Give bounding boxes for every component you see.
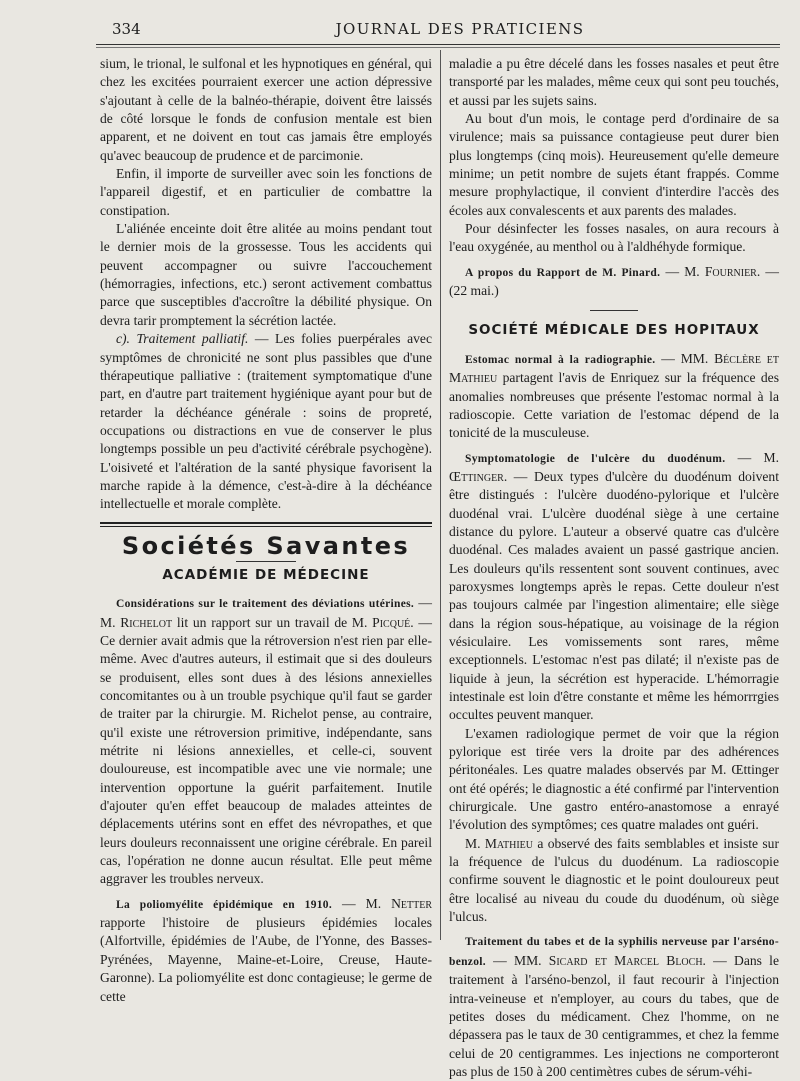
article-estomac: Estomac normal à la radiographie. — MM. Béclère et Mathieu partagent l'avis de Enriquez sur la fréquence des anomalies nombreuses que présente l'estomac normal à la radioscopie. Cette variation de l'estomac dépend de la tonicité de la musculeuse. bbox=[449, 350, 779, 441]
right-column bbox=[449, 55, 780, 1079]
paragraph-radiology: L'examen radiologique permet de voir que la région pylorique est tirée vers la droite par des adhérences péritonéales. Les quatre malades observés par M. Œttinger ont été opérés; le diagnostic a été confirmé par l'intervention chirurgicale. Une gastro entéro-anastomose a enrayé l'évolution des symptômes; ces quatre malades ont guéri. bbox=[449, 725, 779, 833]
paragraph-mathieu: M. Mathieu a observé des faits semblables et insiste sur la fréquence de l'ulcus du duodénum. La radioscopie confirme souvent le diagnostic et le point douloureux peut être localisé au niveau du coude du duodénum, où siège l'ulcus. bbox=[449, 835, 779, 925]
paragraph-disinfection: Pour désinfecter les fosses nasales, on aura recours à l'eau oxygénée, au menthol ou à l'aldhéhyde formique. bbox=[449, 221, 779, 255]
palliative-text: — Les folies puerpérales avec symptômes de chronicité ne sont plus passibles que d'une thérapeutique palliative : (traitement symptomatique d'une part, en d'autre part traitement hygiénique ayant pour but de retarder la déchéance générale : soins de propreté, occupations ou distractions en vue de conserver le plus longtemps possible un peu d'activité cérébrale psychogène). L'oisiveté et l'altération de la santé physique favorisent la marche rapide à la démence, c'est-à-dire à la déchéance intellectuelle et morale complète. bbox=[100, 331, 432, 512]
header-rule-secondary bbox=[96, 47, 780, 48]
academy-title: ACADÉMIE DE MÉDECINE bbox=[162, 566, 370, 583]
left-column bbox=[100, 55, 432, 1045]
paragraph-digestive: Enfin, il importe de surveiller avec soin les fonctions de l'appareil digestif, et en particulier de combattre la constipation. bbox=[100, 166, 432, 218]
author-picque: Picqué bbox=[372, 614, 411, 630]
article-ulcere: Symptomatologie de l'ulcère du duodénum. — M. Œttinger. — Deux types d'ulcère du duodénum doivent être distingués : l'ulcère duodéno-pylorique et l'ulcère duodénal vrai. L'ulcère duodénal siège à une certaine distance du pylore. L'auteur a observé quatre cas d'ulcère duodénal. Ces malades avaient un passé gastrique ancien. Les douleurs qu'ils ressentent sont souvent continues, avec paroxysmes longtemps après le repas. Cette douleur n'est pas toujours calmée par l'ingestion alimentaire; elle siège dans la région sous-hépatique, au voisinage de la région vésiculaire. Les vomissements sont rares, même exceptionnels. L'estomac n'est pas dilaté; il n'existe pas de liquide à jeun, la sécrétion est hyperacide. L'hémorragie intestinale est loin d'être constante et même les hémorrrgies occultes peuvent manquer. bbox=[449, 449, 779, 723]
author-netter: Netter bbox=[391, 895, 432, 911]
authors-sicard-bloch: Sicard et Marcel Bloch bbox=[548, 952, 703, 968]
section-separator bbox=[590, 310, 638, 311]
article-tabes: Traitement du tabes et de la syphilis nerveuse par l'arséno-benzol. — MM. Sicard et Marcel Bloch. — Dans le traitement à l'arséno-benzol, il faut recourir à l'injection intra-veineuse et n'employer, au cours du tabes, que de petites doses du médicament. Chez l'homme, on ne dépassera pas le taux de 30 centigrammes, et chez la femme celui de 20 centigrammes. Les injections ne comporteront pas plus de 150 à 200 centimètres cubes de sérum-véhi- bbox=[449, 936, 779, 1079]
article-pinard-heading: A propos du Rapport de M. Pinard. bbox=[465, 266, 661, 279]
paragraph-pregnancy: L'aliénée enceinte doit être alitée au moins pendant tout le dernier mois de la grossesse. Tous les accidents qui peuvent accompagner ou suivre l'accouchement (hémorragies, infections, etc.) seront activement combattus parce que susceptibles d'accroître la débilité physique. On devra tarir promptement la sécrétion lactée. bbox=[100, 221, 432, 328]
author-richelot: Richelot bbox=[120, 614, 173, 630]
article-poliomyelite: La poliomyélite épidémique en 1910. — M. Netter rapporte l'histoire de plusieurs épidémies locales (Alfortville, épidémies de l'Aube, de l'Yonne, des Basses-Pyrénées, Mayenne, Maine-et-Loire, Creuse, Haute-Garonne). La poliomyélite est donc contagieuse; le germe de cette bbox=[100, 895, 432, 1004]
society-title: SOCIÉTÉ MÉDICALE DES HOPITAUX bbox=[468, 322, 760, 339]
paragraph-palliative bbox=[100, 330, 432, 513]
authors-beclere-mathieu: Béclère et Mathieu bbox=[449, 350, 779, 386]
article-estomac-heading: Estomac normal à la radiographie. bbox=[465, 353, 656, 366]
article-deviations: Considérations sur le traitement des déviations utérines. — M. Richelot lit un rapport sur un travail de M. Picqué. — Ce dernier avait admis que la rétroversion n'est rien par elle-même. Avec d'autres auteurs, il estimait que si des douleurs se produisent, elles sont dues à des lésions annexielles concomitantes ou à un trouble psychique qu'il faut se garder de traiter par la chirurgie. M. Richelot pense, au contraire, qu'il existe une rétroversion primitive, indépendante, sans métrite ni lésions annexielles, et celle-ci, souvent douloureuse, est incompatible avec une vie normale; une intervention opportune la guérit parfaitement. Inutile d'ajouter qu'en effet beaucoup de malades atteintes de déplacements utérins sont en effet des névropathes, et que leurs douleurs reconnaissent une origine cérébrale. En pareil cas, l'opération ne donne aucun résultat. Elle peut même aggraver les troubles nerveux. bbox=[100, 595, 433, 887]
section-title-societes: Sociétés Savantes bbox=[121, 531, 411, 560]
article-deviations-heading: Considérations sur le traitement des déviations utérines. bbox=[116, 598, 415, 611]
page-number: 334 bbox=[112, 20, 141, 38]
paragraph-hypnotics: sium, le trional, le sulfonal et les hypnotiques en général, qui chez les excitées pourraient exercer une action dépressive s'ajoutant à celle de la balnéo-thérapie, doivent être laissés de côté lorsque le fonds de confusion mentale est bien apparent, et ne doivent en tout cas jamais être employés qu'avec beaucoup de prudence et de parcimonie. bbox=[100, 56, 432, 163]
title-underline bbox=[236, 561, 296, 562]
article-tabes-heading: Traitement du tabes et de la syphilis nerveuse par l'arséno-benzol. bbox=[449, 936, 779, 968]
running-title: JOURNAL DES PRATICIENS bbox=[335, 20, 585, 38]
article-ulcere-heading: Symptomatologie de l'ulcère du duodénum. bbox=[465, 452, 726, 465]
paragraph-virulence: Au bout d'un mois, le contage perd d'ordinaire de sa virulence; mais sa puissance contagieuse peut durer bien plus longtemps (cinq mois). Heureusement qu'elle demeure minime; un petit nombre de sujets étant frappés. Comme mesure prophylactique, il convient d'interdire l'accès des écoles aux convalescents et aux parents des malades. bbox=[449, 111, 779, 218]
palliative-label: c). Traitement palliatif. bbox=[116, 331, 249, 347]
article-poliomyelite-heading: La poliomyélite épidémique en 1910. bbox=[116, 898, 333, 911]
column-divider bbox=[440, 50, 441, 940]
author-fournier: Fournier bbox=[704, 263, 757, 279]
header-rule bbox=[96, 44, 780, 45]
author-mathieu: Mathieu bbox=[484, 835, 534, 851]
section-rule bbox=[100, 522, 432, 527]
paragraph-contagion: maladie a pu être décelé dans les fosses nasales et peut être transporté par les malades, même ceux qui sont peu touchés, et aussi par les sujets sains. bbox=[449, 56, 779, 108]
article-pinard: A propos du Rapport de M. Pinard. — M. Fournier. — (22 mai.) bbox=[449, 263, 780, 299]
author-oettinger: Œttinger bbox=[449, 468, 504, 484]
